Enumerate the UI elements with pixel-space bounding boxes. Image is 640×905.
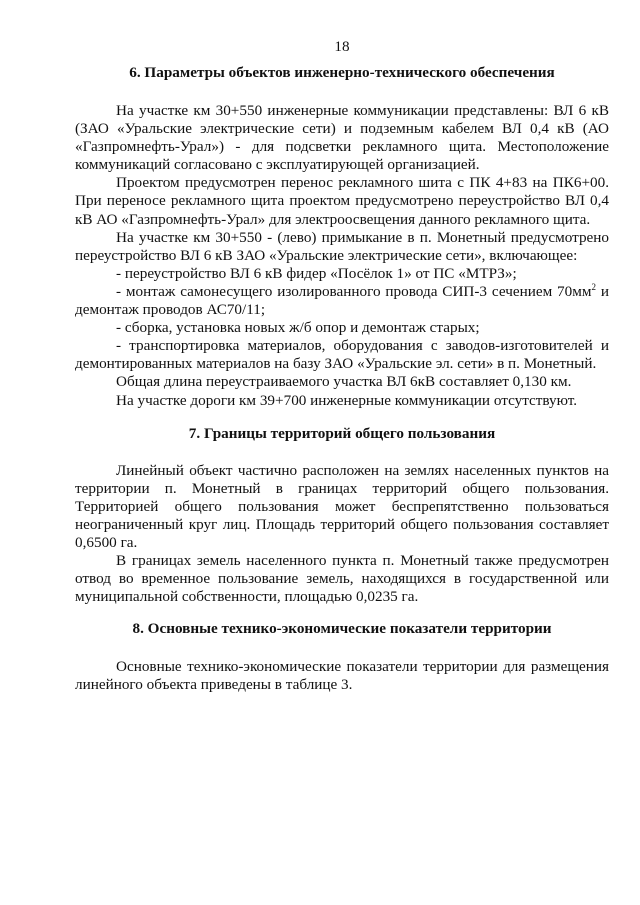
paragraph: Общая длина переустраиваемого участка ВЛ 6кВ составляет 0,130 км. <box>116 373 572 391</box>
section-8 <box>75 620 609 694</box>
list-item <box>75 283 609 319</box>
paragraph: На участке дороги км 39+700 инженерные коммуникации отсутствуют. <box>116 391 578 409</box>
document-page <box>75 38 609 695</box>
paragraph: Проектом предусмотрен перенос рекламного шита с ПК 4+83 на ПК6+00. При переносе рекламного щита проектом предусмотрено переустройство ВЛ 0,4 кВ АО «Газпромнефть-Урал» для электроосвещения данного рекламного щита. <box>75 174 609 228</box>
list-item: - переустройство ВЛ 6 кВ фидер «Посёлок 1» от ПС «МТРЗ»; <box>116 264 517 282</box>
list-item-text-continued: и демонтаж проводов АС70/11; <box>75 282 609 319</box>
section-6 <box>75 64 609 410</box>
list-item: - транспортировка материалов, оборудования с заводов-изготовителей и демонтированных материалов на базу ЗАО «Уральские эл. сети» в п. Монетный. <box>75 337 609 373</box>
paragraph: На участке км 30+550 инженерные коммуникации представлены: ВЛ 6 кВ (ЗАО «Уральские электрические сети) и подземным кабелем ВЛ 0,4 кВ (АО «Газпромнефть-Урал») - для подсветки рекламного щита. Местоположение коммуникаций согласовано с эксплуатирующей организацией. <box>75 102 609 174</box>
paragraph: Основные технико-экономические показатели территории для размещения линейного объекта приведены в таблице 3. <box>75 658 609 694</box>
superscript: 2 <box>591 281 596 292</box>
section-7 <box>75 425 609 607</box>
paragraph: В границах земель населенного пункта п. Монетный также предусмотрен отвод во временное пользование земель, находящихся в государственной или муниципальной собственности, площадью 0,0235 га. <box>75 552 609 606</box>
section-heading: 6. Параметры объектов инженерно-технического обеспечения <box>129 64 555 81</box>
paragraph: Линейный объект частично расположен на землях населенных пунктов на территории п. Монетный в границах территорий общего пользования. Территорией общего пользования может беспрепятственно пользоваться неограниченный круг лиц. Площадь территорий общего пользования составляет 0,6500 га. <box>75 461 609 551</box>
list-item: - сборка, установка новых ж/б опор и демонтаж старых; <box>116 319 480 337</box>
section-heading: 7. Границы территорий общего пользования <box>188 424 496 442</box>
list-item-text: - монтаж самонесущего изолированного провода СИП-3 сечением 70мм <box>116 282 592 300</box>
page-number: 18 <box>334 38 350 55</box>
section-heading: 8. Основные технико-экономические показатели территории <box>132 620 552 638</box>
paragraph: На участке км 30+550 - (лево) примыкание в п. Монетный предусмотрено переустройство ВЛ 6 кВ ЗАО «Уральские электрические сети», включающее: <box>75 228 609 264</box>
